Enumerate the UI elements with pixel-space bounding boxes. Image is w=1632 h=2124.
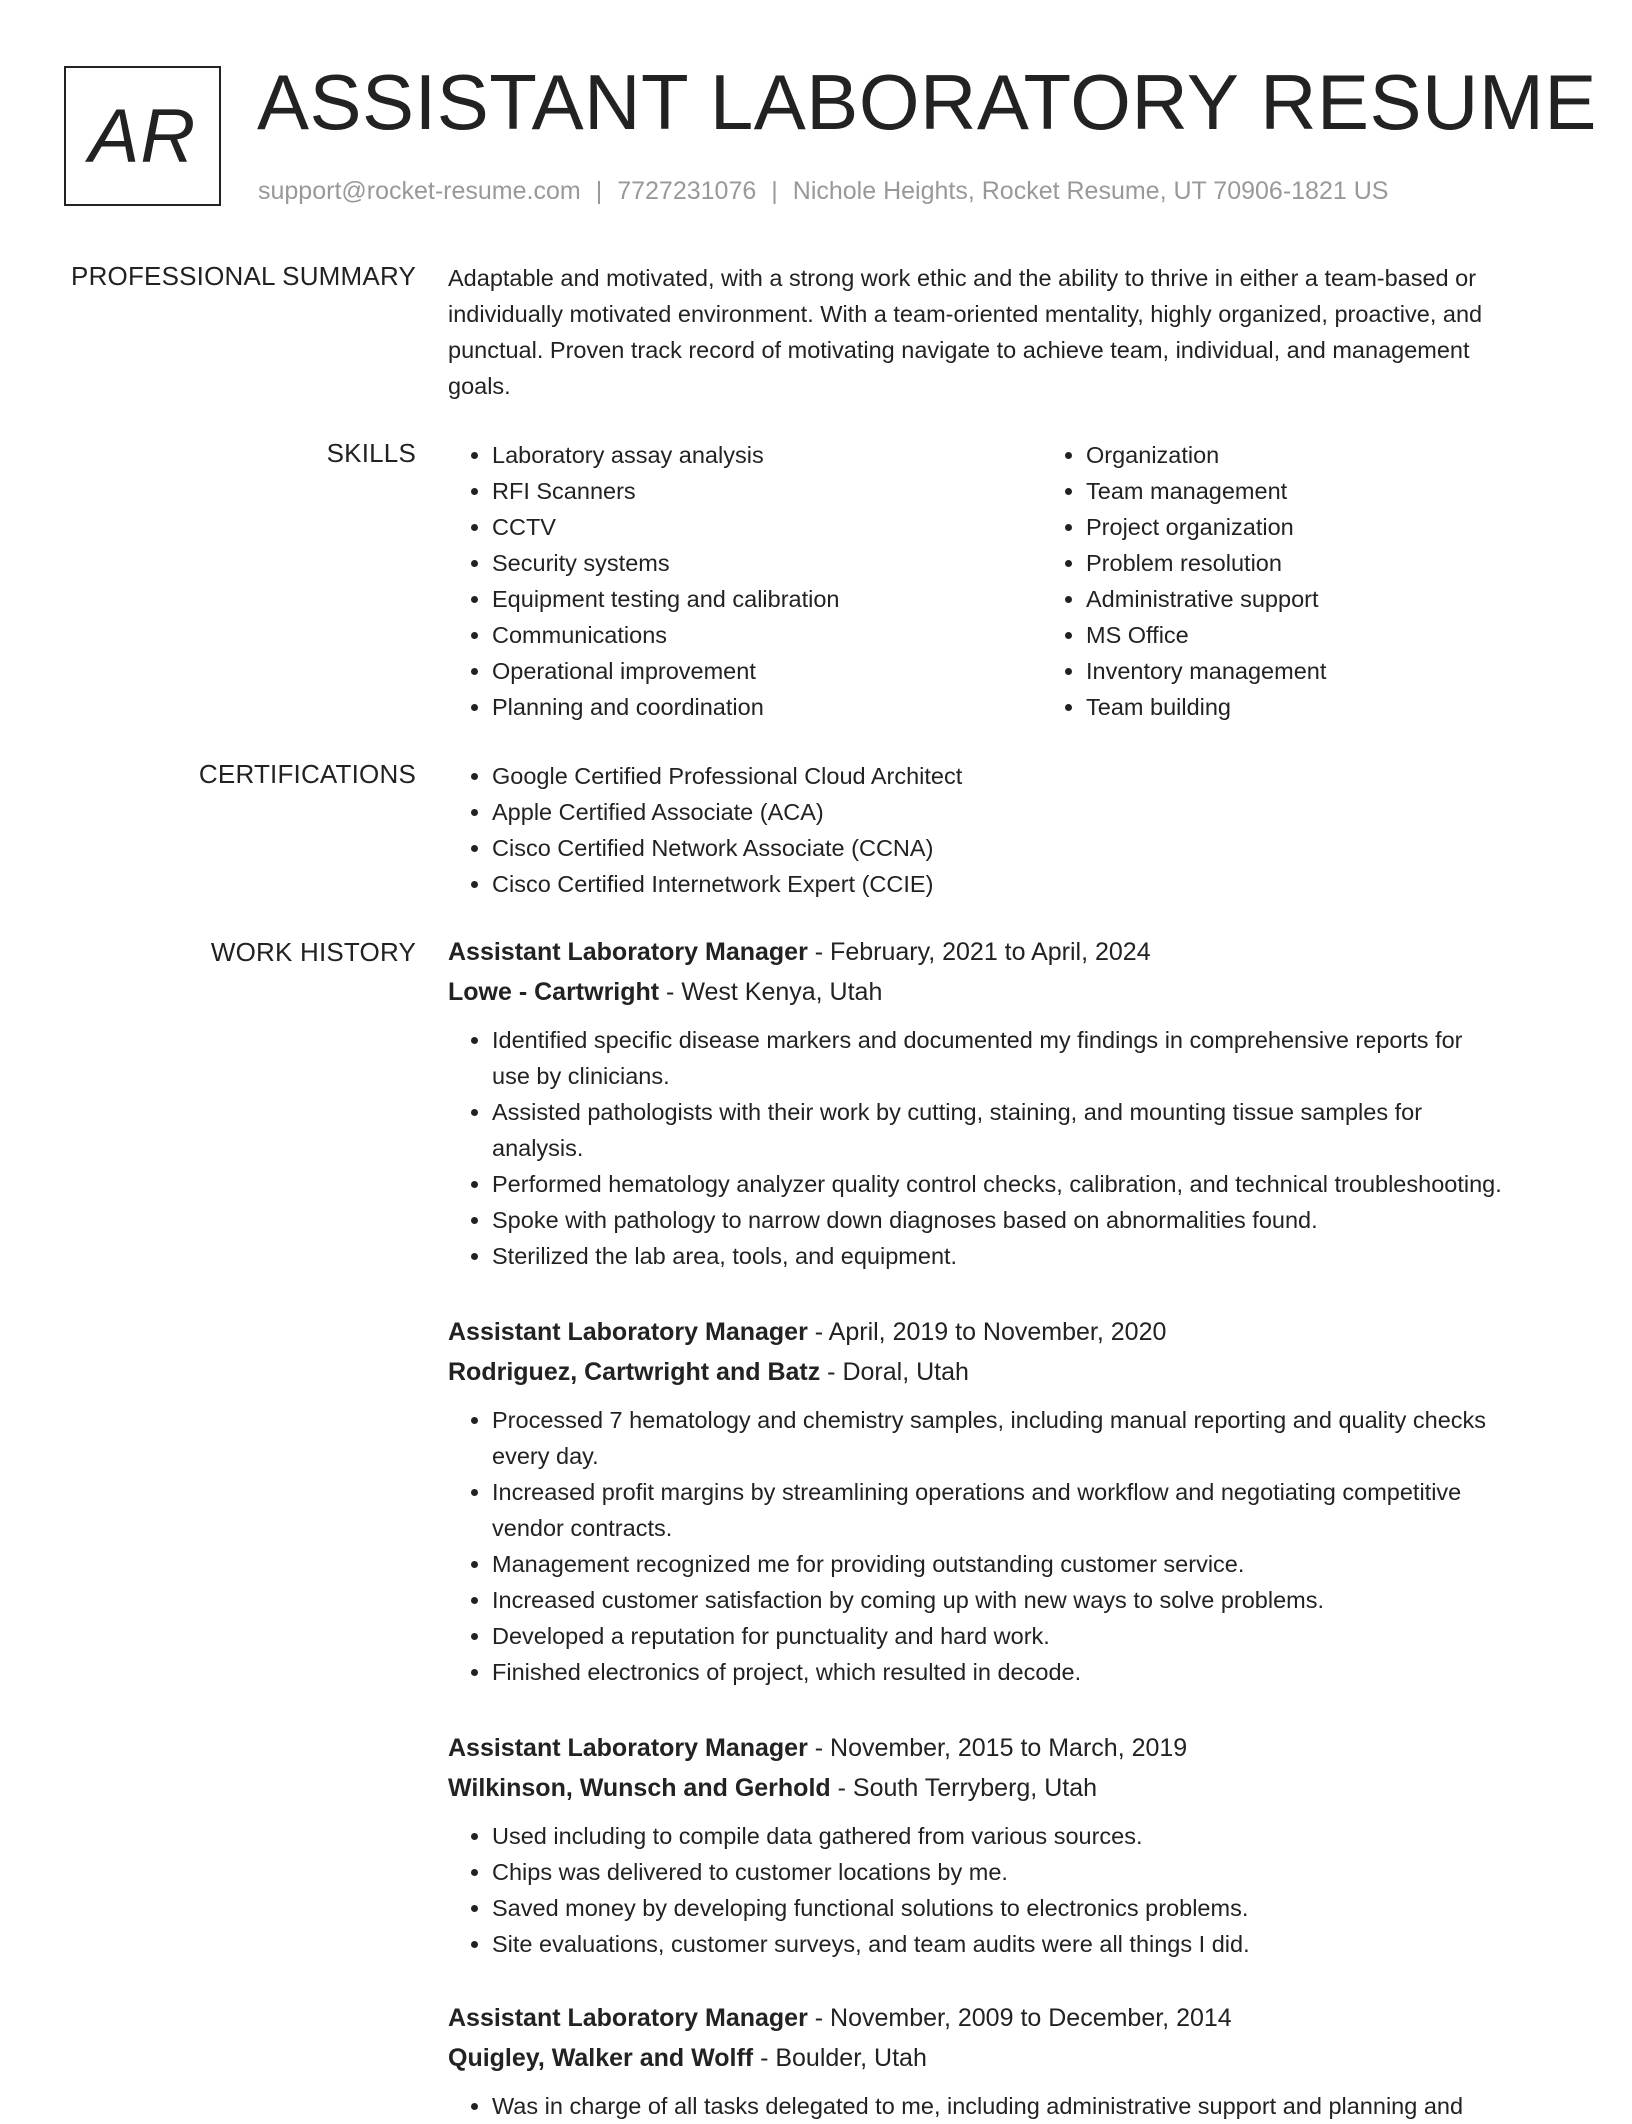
- job-title: Assistant Laboratory Manager: [448, 1734, 808, 1762]
- skill-item: • Inventory management: [1086, 653, 1632, 689]
- job-title: Assistant Laboratory Manager: [448, 1318, 808, 1346]
- job-bullet: [492, 1402, 1578, 1474]
- job-company-line: [448, 972, 1578, 1012]
- contact-separator: |: [771, 177, 778, 205]
- monogram-badge: AR: [64, 66, 221, 206]
- job-bullet-text: analysis.: [492, 1135, 584, 1161]
- job-bullet-text: every day.: [492, 1443, 599, 1469]
- skills-list-left: [448, 437, 1042, 725]
- skill-item: • Team building: [1086, 689, 1632, 725]
- summary-line: goals.: [448, 373, 511, 399]
- section-label-skills: SKILLS: [326, 438, 416, 468]
- job-dates: - November, 2009 to December, 2014: [807, 2004, 1232, 2032]
- certification-item: • Apple Certified Associate (ACA): [492, 794, 1578, 830]
- summary-line: individually motivated environment. With a team-oriented mentality, highly organized, proactive, and: [448, 301, 1483, 327]
- certification-item: • Google Certified Professional Cloud Architect: [492, 758, 1578, 794]
- section-label-work-history: WORK HISTORY: [210, 937, 416, 967]
- contact-line: [258, 175, 1388, 207]
- job-bullet: • Sterilized the lab area, tools, and equipment.: [492, 1238, 1578, 1274]
- job-bullet: [492, 1022, 1578, 1094]
- certification-item: • Cisco Certified Network Associate (CCNA): [492, 830, 1578, 866]
- job-bullet: • Spoke with pathology to narrow down diagnoses based on abnormalities found.: [492, 1202, 1578, 1238]
- job-bullet-text: Processed 7 hematology and chemistry samples, including manual reporting and quality checks: [492, 1407, 1487, 1433]
- skill-item: • Communications: [492, 617, 1042, 653]
- job-bullet: • Developed a reputation for punctuality and hard work.: [492, 1618, 1578, 1654]
- job-bullet: • Saved money by developing functional solutions to electronics problems.: [492, 1890, 1578, 1926]
- job-title-line: [448, 1998, 1578, 2038]
- skill-item: • Security systems: [492, 545, 1042, 581]
- skill-item: • Project organization: [1086, 509, 1632, 545]
- job-bullet: • Was in charge of all tasks delegated to me, including administrative support and planning and: [492, 2088, 1578, 2124]
- skill-item: • Administrative support: [1086, 581, 1632, 617]
- job-bullet: [492, 1474, 1578, 1546]
- skill-item: • MS Office: [1086, 617, 1632, 653]
- contact-email[interactable]: support@rocket-resume.com: [258, 177, 581, 205]
- job-dates: - November, 2015 to March, 2019: [807, 1734, 1188, 1762]
- job-dates: - April, 2019 to November, 2020: [807, 1318, 1167, 1346]
- skills-list-right: [1042, 437, 1632, 725]
- skill-item: • Operational improvement: [492, 653, 1042, 689]
- job-bullet: [492, 1094, 1578, 1166]
- certifications-list: [448, 758, 1578, 902]
- job-bullet: • Chips was delivered to customer locations by me.: [492, 1854, 1578, 1890]
- summary-line: Adaptable and motivated, with a strong work ethic and the ability to thrive in either a team-based or: [448, 265, 1477, 291]
- job-bullet: • Increased customer satisfaction by coming up with new ways to solve problems.: [492, 1582, 1578, 1618]
- job-bullets: [448, 1022, 1578, 1274]
- job-title: Assistant Laboratory Manager: [448, 2004, 808, 2032]
- skill-item: • CCTV: [492, 509, 1042, 545]
- job-dates: - February, 2021 to April, 2024: [807, 938, 1151, 966]
- job-entry: [448, 1728, 1578, 1962]
- resume-title: ASSISTANT LABORATORY RESUME: [257, 58, 1597, 146]
- job-bullet-text: Assisted pathologists with their work by cutting, staining, and mounting tissue samples for: [492, 1099, 1423, 1125]
- contact-phone[interactable]: 7727231076: [617, 177, 757, 205]
- job-company-line: [448, 1352, 1578, 1392]
- job-entry: [448, 1998, 1578, 2124]
- job-bullet-text: Increased profit margins by streamlining operations and workflow and negotiating competitive: [492, 1479, 1462, 1505]
- job-title-line: [448, 1312, 1578, 1352]
- section-label-certifications: CERTIFICATIONS: [198, 759, 416, 789]
- job-location: - Doral, Utah: [820, 1358, 969, 1386]
- skill-item: • Problem resolution: [1086, 545, 1632, 581]
- job-location: - West Kenya, Utah: [659, 978, 883, 1006]
- skill-item: • Planning and coordination: [492, 689, 1042, 725]
- job-company: Rodriguez, Cartwright and Batz: [448, 1358, 821, 1386]
- job-bullet: • Finished electronics of project, which resulted in decode.: [492, 1654, 1578, 1690]
- job-bullet: • Performed hematology analyzer quality control checks, calibration, and technical troubleshooting.: [492, 1166, 1578, 1202]
- job-bullet: • Used including to compile data gathered from various sources.: [492, 1818, 1578, 1854]
- job-title-line: [448, 932, 1578, 972]
- job-bullet-text: Identified specific disease markers and documented my findings in comprehensive reports for: [492, 1027, 1463, 1053]
- job-company: Lowe - Cartwright: [448, 978, 660, 1006]
- job-company: Quigley, Walker and Wolff: [448, 2044, 754, 2072]
- skills-columns: [448, 437, 1578, 725]
- job-bullets: [448, 1402, 1578, 1690]
- job-bullets: [448, 2088, 1578, 2124]
- job-bullet: • Management recognized me for providing outstanding customer service.: [492, 1546, 1578, 1582]
- contact-address: Nichole Heights, Rocket Resume, UT 70906-1821 US: [792, 177, 1389, 205]
- job-bullet-text: vendor contracts.: [492, 1515, 673, 1541]
- skill-item: • Laboratory assay analysis: [492, 437, 1042, 473]
- job-company-line: [448, 2038, 1578, 2078]
- job-title-line: [448, 1728, 1578, 1768]
- section-label-summary: PROFESSIONAL SUMMARY: [71, 261, 416, 291]
- job-entry: [448, 932, 1578, 1274]
- job-bullet: • Site evaluations, customer surveys, and team audits were all things I did.: [492, 1926, 1578, 1962]
- contact-separator: |: [595, 177, 603, 205]
- skill-item: • RFI Scanners: [492, 473, 1042, 509]
- job-location: - Boulder, Utah: [753, 2044, 927, 2072]
- skill-item: • Equipment testing and calibration: [492, 581, 1042, 617]
- summary-line: punctual. Proven track record of motivating navigate to achieve team, individual, and management: [448, 337, 1470, 363]
- job-entry: [448, 1312, 1578, 1690]
- summary-text: [448, 260, 1578, 404]
- job-company: Wilkinson, Wunsch and Gerhold: [448, 1774, 831, 1802]
- certifications-body: [448, 758, 1578, 902]
- job-title: Assistant Laboratory Manager: [448, 938, 808, 966]
- job-location: - South Terryberg, Utah: [830, 1774, 1098, 1802]
- job-company-line: [448, 1768, 1578, 1808]
- certification-item: • Cisco Certified Internetwork Expert (CCIE): [492, 866, 1578, 902]
- job-bullet-text: use by clinicians.: [492, 1063, 670, 1089]
- job-bullets: [448, 1818, 1578, 1962]
- skill-item: • Team management: [1086, 473, 1632, 509]
- skill-item: • Organization: [1086, 437, 1632, 473]
